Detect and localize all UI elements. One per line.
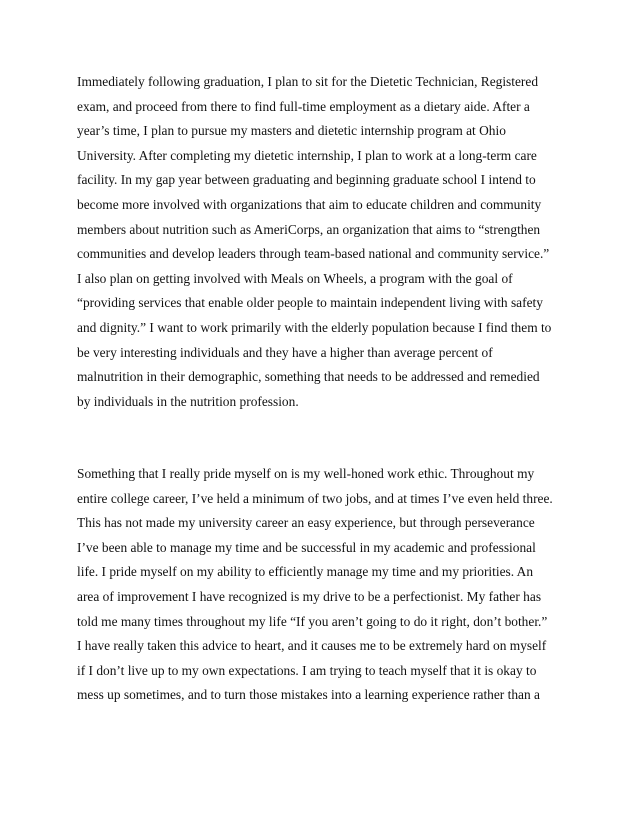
text-line: if I don’t live up to my own expectations. I am trying to teach myself that it is okay to: [77, 662, 537, 678]
text-line: “providing services that enable older people to maintain independent living with safety: [77, 295, 543, 311]
text-line: University. After completing my dietetic internship, I plan to work at a long-term care: [77, 147, 537, 163]
text-line: life. I pride myself on my ability to efficiently manage my time and my priorities. An: [77, 564, 534, 580]
paragraph-career-plans: [77, 70, 577, 414]
text-line: facility. In my gap year between graduating and beginning graduate school I intend to: [77, 172, 536, 188]
text-line: This has not made my university career an easy experience, but through perseverance: [77, 515, 535, 531]
text-line: members about nutrition such as AmeriCorps, an organization that aims to “strengthen: [77, 221, 541, 237]
text-line: malnutrition in their demographic, something that needs to be addressed and remedied: [77, 369, 540, 385]
text-line: by individuals in the nutrition profession.: [77, 393, 299, 409]
text-line: Something that I really pride myself on is my well-honed work ethic. Throughout my: [77, 466, 535, 481]
text-line: I also plan on getting involved with Meals on Wheels, a program with the goal of: [77, 270, 513, 286]
text-line: be very interesting individuals and they have a higher than average percent of: [77, 344, 493, 360]
text-line: mess up sometimes, and to turn those mistakes into a learning experience rather than a: [77, 687, 540, 703]
text-line: I have really taken this advice to heart, and it causes me to be extremely hard on myself: [77, 638, 547, 654]
text-line: exam, and proceed from there to find full-time employment as a dietary aide. After a: [77, 98, 530, 114]
paragraph-work-ethic: [77, 462, 577, 708]
text-line: become more involved with organizations that aim to educate children and community: [77, 196, 542, 212]
text-line: I’ve been able to manage my time and be successful in my academic and professional: [77, 539, 536, 555]
text-line: communities and develop leaders through team-based national and community service.”: [77, 246, 550, 262]
text-line: year’s time, I plan to pursue my masters and dietetic internship program at Ohio: [77, 123, 506, 139]
text-line: told me many times throughout my life “If you aren’t going to do it right, don’t bother.”: [77, 613, 548, 629]
text-line: and dignity.” I want to work primarily with the elderly population because I find them to: [77, 319, 552, 335]
text-line: Immediately following graduation, I plan to sit for the Dietetic Technician, Registered: [77, 74, 539, 89]
text-line: entire college career, I’ve held a minimum of two jobs, and at times I’ve even held three.: [77, 490, 553, 506]
text-line: area of improvement I have recognized is my drive to be a perfectionist. My father has: [77, 588, 542, 604]
